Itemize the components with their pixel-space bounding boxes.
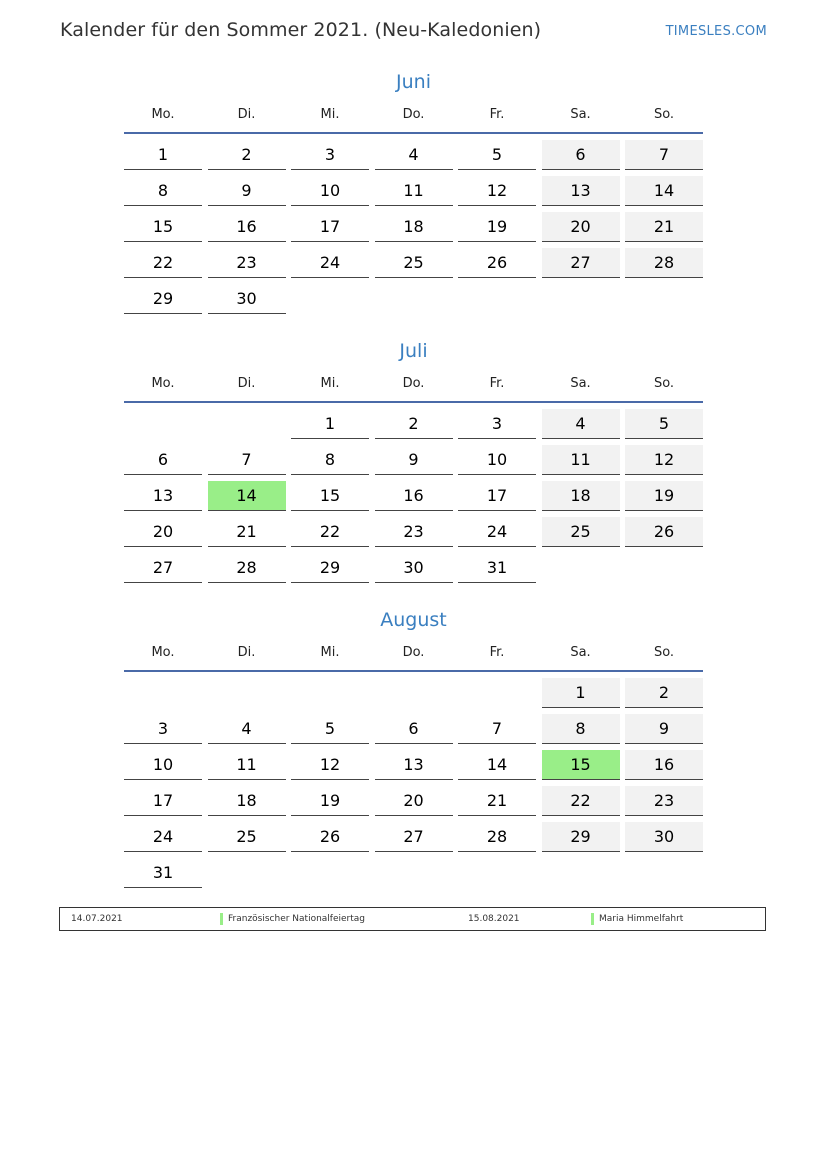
weekday-header [124, 643, 703, 669]
day-cell: 30 [625, 822, 703, 852]
day-cell: 28 [625, 248, 703, 278]
day-cell: 1 [542, 678, 620, 708]
weekday-label: Sa. [570, 376, 591, 391]
day-cell: 2 [208, 140, 286, 170]
day-cell: 25 [375, 248, 453, 278]
day-cell: 8 [124, 176, 202, 206]
day-cell: 4 [375, 140, 453, 170]
day-cell: 9 [625, 714, 703, 744]
month-july [124, 337, 703, 591]
day-cell: 21 [458, 786, 536, 816]
day-cell: 29 [291, 553, 369, 583]
day-cell: 11 [208, 750, 286, 780]
day-cell: 12 [625, 445, 703, 475]
header-divider [124, 401, 703, 403]
day-cell: 8 [291, 445, 369, 475]
header-divider [124, 670, 703, 672]
day-cell: 12 [291, 750, 369, 780]
month-title: Juli [399, 340, 428, 362]
day-cell: 27 [124, 553, 202, 583]
weekday-label: Sa. [570, 107, 591, 122]
weekday-label: Mo. [151, 376, 175, 391]
header-divider [124, 132, 703, 134]
day-cell: 31 [124, 858, 202, 888]
day-cell: 15 [124, 212, 202, 242]
day-cell: 6 [124, 445, 202, 475]
day-cell: 18 [375, 212, 453, 242]
day-cell: 22 [542, 786, 620, 816]
weekday-label: Mo. [151, 645, 175, 660]
day-cell: 14 [458, 750, 536, 780]
day-cell: 4 [208, 714, 286, 744]
day-cell: 20 [375, 786, 453, 816]
day-cell: 17 [291, 212, 369, 242]
day-cell: 10 [291, 176, 369, 206]
weekday-label: Do. [402, 107, 425, 122]
month-june [124, 68, 703, 322]
day-cell: 6 [542, 140, 620, 170]
day-cell: 28 [208, 553, 286, 583]
day-cell: 7 [208, 445, 286, 475]
day-cell: 29 [542, 822, 620, 852]
day-cell: 25 [208, 822, 286, 852]
day-cell: 27 [542, 248, 620, 278]
day-cell: 22 [291, 517, 369, 547]
legend-date: 15.08.2021 [468, 914, 520, 924]
day-cell: 3 [291, 140, 369, 170]
day-cell: 24 [124, 822, 202, 852]
weekday-header [124, 105, 703, 131]
month-august [124, 606, 703, 896]
weekday-label: Do. [402, 645, 425, 660]
day-cell: 10 [458, 445, 536, 475]
weekday-label: Mi. [320, 376, 340, 391]
day-cell: 18 [542, 481, 620, 511]
weekday-label: Fr. [489, 376, 505, 391]
day-cell: 14 [625, 176, 703, 206]
day-cell: 16 [625, 750, 703, 780]
weekday-label: Sa. [570, 645, 591, 660]
day-cell: 23 [375, 517, 453, 547]
day-cell: 26 [625, 517, 703, 547]
day-cell: 13 [375, 750, 453, 780]
weekday-label: Di. [237, 645, 256, 660]
day-cell: 27 [375, 822, 453, 852]
weekday-label: Fr. [489, 645, 505, 660]
day-cell: 28 [458, 822, 536, 852]
day-cell: 26 [291, 822, 369, 852]
day-cell: 5 [291, 714, 369, 744]
day-cell: 21 [208, 517, 286, 547]
weekday-label: So. [653, 376, 675, 391]
day-cell: 19 [625, 481, 703, 511]
weekday-label: Mi. [320, 107, 340, 122]
day-cell: 20 [124, 517, 202, 547]
day-cell: 2 [375, 409, 453, 439]
holiday-day-cell: 14 [208, 481, 286, 511]
month-title: Juni [396, 71, 431, 93]
day-cell: 31 [458, 553, 536, 583]
day-cell: 23 [625, 786, 703, 816]
day-cell: 26 [458, 248, 536, 278]
weekday-label: Di. [237, 376, 256, 391]
day-cell: 9 [375, 445, 453, 475]
holiday-color-marker [591, 913, 594, 925]
day-cell: 7 [625, 140, 703, 170]
day-cell: 3 [124, 714, 202, 744]
holiday-day-cell: 15 [542, 750, 620, 780]
day-cell: 29 [124, 284, 202, 314]
weekday-label: Mo. [151, 107, 175, 122]
day-cell: 16 [375, 481, 453, 511]
day-cell: 2 [625, 678, 703, 708]
day-cell: 5 [625, 409, 703, 439]
day-cell: 25 [542, 517, 620, 547]
weekday-label: Di. [237, 107, 256, 122]
day-cell: 30 [208, 284, 286, 314]
day-cell: 18 [208, 786, 286, 816]
day-cell: 20 [542, 212, 620, 242]
day-cell: 9 [208, 176, 286, 206]
day-cell: 24 [291, 248, 369, 278]
day-cell: 22 [124, 248, 202, 278]
day-cell: 1 [291, 409, 369, 439]
day-cell: 17 [124, 786, 202, 816]
day-cell: 8 [542, 714, 620, 744]
day-cell: 11 [542, 445, 620, 475]
day-cell: 5 [458, 140, 536, 170]
legend-label: Maria Himmelfahrt [599, 914, 684, 924]
day-cell: 15 [291, 481, 369, 511]
day-cell: 24 [458, 517, 536, 547]
day-cell: 19 [458, 212, 536, 242]
month-title: August [380, 609, 447, 631]
weekday-label: Do. [402, 376, 425, 391]
legend-label: Französischer Nationalfeiertag [228, 914, 366, 924]
weekday-label: Fr. [489, 107, 505, 122]
day-cell: 1 [124, 140, 202, 170]
day-cell: 16 [208, 212, 286, 242]
day-cell: 23 [208, 248, 286, 278]
day-cell: 4 [542, 409, 620, 439]
day-cell: 3 [458, 409, 536, 439]
holiday-color-marker [220, 913, 223, 925]
legend-date: 14.07.2021 [71, 914, 123, 924]
day-cell: 17 [458, 481, 536, 511]
weekday-label: So. [653, 645, 675, 660]
day-cell: 12 [458, 176, 536, 206]
weekday-label: Mi. [320, 645, 340, 660]
brand-link[interactable]: TIMESLES.COM [665, 24, 767, 39]
day-cell: 13 [542, 176, 620, 206]
holiday-legend [59, 907, 766, 931]
day-cell: 19 [291, 786, 369, 816]
day-cell: 6 [375, 714, 453, 744]
day-cell: 10 [124, 750, 202, 780]
day-cell: 30 [375, 553, 453, 583]
day-cell: 13 [124, 481, 202, 511]
weekday-label: So. [653, 107, 675, 122]
day-cell: 7 [458, 714, 536, 744]
day-cell: 21 [625, 212, 703, 242]
page-title: Kalender für den Sommer 2021. (Neu-Kaledonien) [60, 19, 542, 41]
day-cell: 11 [375, 176, 453, 206]
weekday-header [124, 374, 703, 400]
